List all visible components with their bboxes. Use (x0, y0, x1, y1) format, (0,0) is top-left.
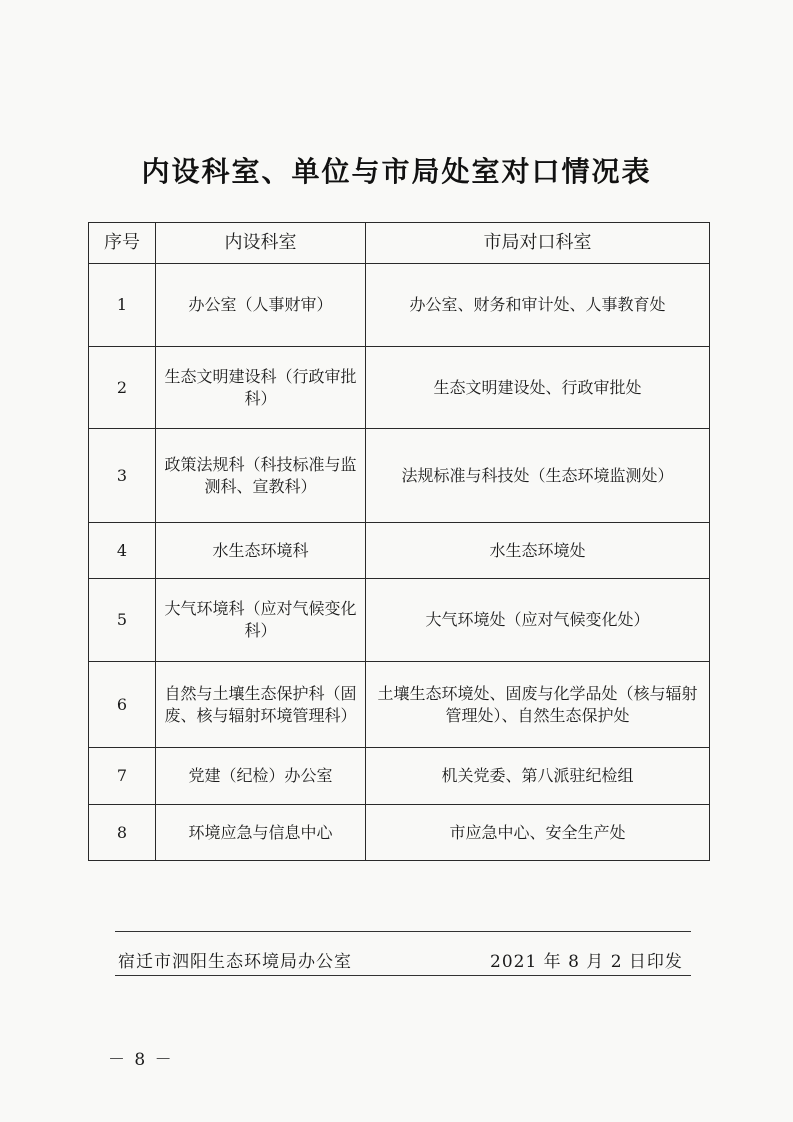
row-no: 3 (89, 429, 156, 523)
row-bureau-dept: 办公室、财务和审计处、人事教育处 (366, 264, 710, 347)
table-row (89, 579, 710, 662)
row-bureau-dept: 水生态环境处 (366, 523, 710, 579)
footer-top-rule (115, 931, 691, 932)
row-internal-dept: 党建（纪检）办公室 (156, 748, 366, 805)
department-mapping-table (88, 222, 710, 861)
row-bureau-dept: 机关党委、第八派驻纪检组 (366, 748, 710, 805)
table-row (89, 662, 710, 748)
row-no: 5 (89, 579, 156, 662)
row-bureau-dept: 土壤生态环境处、固废与化学品处（核与辐射管理处）、自然生态保护处 (366, 662, 710, 748)
header-no: 序号 (89, 223, 156, 264)
page-number: － 8 － (108, 1050, 174, 1070)
row-bureau-dept: 市应急中心、安全生产处 (366, 805, 710, 861)
row-no: 7 (89, 748, 156, 805)
header-internal-dept: 内设科室 (156, 223, 366, 264)
row-no: 1 (89, 264, 156, 347)
table-row (89, 429, 710, 523)
table-row (89, 748, 710, 805)
table-header-row (89, 223, 710, 264)
issue-date: 2021 年 8 月 2 日印发 (490, 952, 683, 972)
table-row (89, 347, 710, 429)
header-bureau-dept: 市局对口科室 (366, 223, 710, 264)
table-row (89, 805, 710, 861)
row-bureau-dept: 大气环境处（应对气候变化处） (366, 579, 710, 662)
row-internal-dept: 办公室（人事财审） (156, 264, 366, 347)
table-row (89, 264, 710, 347)
row-no: 2 (89, 347, 156, 429)
row-no: 6 (89, 662, 156, 748)
row-internal-dept: 政策法规科（科技标准与监测科、宣教科） (156, 429, 366, 523)
row-bureau-dept: 法规标准与科技处（生态环境监测处） (366, 429, 710, 523)
document-title: 内设科室、单位与市局处室对口情况表 (141, 155, 652, 188)
row-internal-dept: 生态文明建设科（行政审批科） (156, 347, 366, 429)
issuing-office: 宿迁市泗阳生态环境局办公室 (118, 952, 352, 972)
footer-bottom-rule (115, 975, 691, 976)
row-bureau-dept: 生态文明建设处、行政审批处 (366, 347, 710, 429)
row-internal-dept: 自然与土壤生态保护科（固废、核与辐射环境管理科） (156, 662, 366, 748)
row-internal-dept: 环境应急与信息中心 (156, 805, 366, 861)
row-no: 4 (89, 523, 156, 579)
row-internal-dept: 大气环境科（应对气候变化科） (156, 579, 366, 662)
row-internal-dept: 水生态环境科 (156, 523, 366, 579)
table-row (89, 523, 710, 579)
row-no: 8 (89, 805, 156, 861)
